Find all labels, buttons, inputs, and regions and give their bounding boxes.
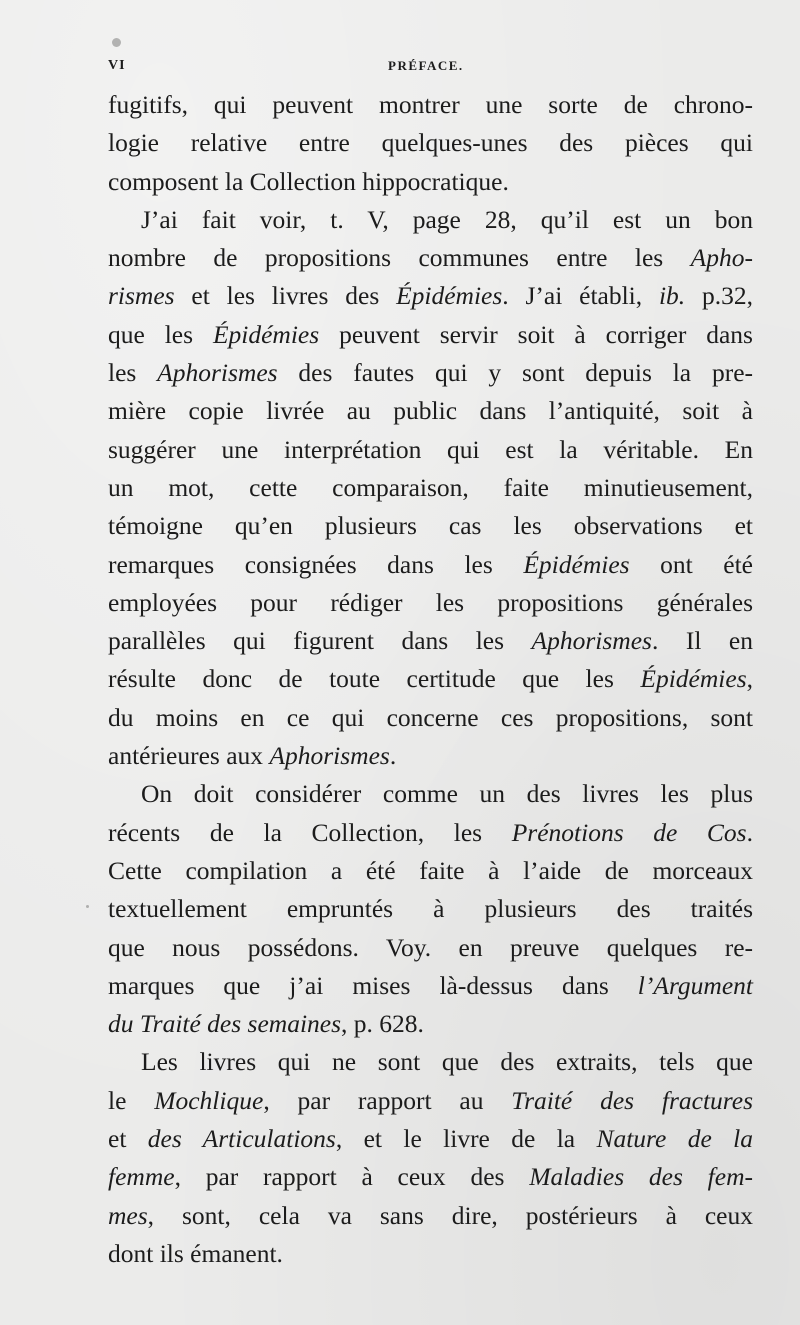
text-run: , sont, cela va sans dire, postérieurs à ceux — [147, 1200, 753, 1230]
italic-title: des Articulations — [147, 1124, 336, 1154]
text-line — [108, 1158, 753, 1196]
text-run: p.32, — [685, 281, 754, 311]
ink-speck — [112, 38, 121, 47]
text-run: un mot, cette comparaison, faite minutieusement, — [108, 472, 753, 502]
text-line — [108, 124, 753, 162]
text-run: le — [108, 1085, 155, 1115]
text-run: fugitifs, qui peuvent montrer une sorte de chrono- — [108, 90, 753, 119]
italic-title: Nature de la — [596, 1124, 754, 1154]
italic-title: rismes — [108, 281, 175, 311]
text-line — [108, 546, 753, 584]
text-line — [108, 1005, 753, 1043]
text-run: ont été — [629, 549, 753, 579]
text-run: que les — [108, 319, 213, 349]
text-run: les — [108, 358, 158, 388]
text-line — [108, 431, 753, 469]
text-run: parallèles qui figurent dans les — [108, 626, 532, 656]
text-run: On doit considérer comme un des livres les plus — [141, 779, 753, 809]
italic-title: Épidémies — [396, 281, 503, 311]
italic-title: Prénotions de Cos — [511, 817, 747, 847]
text-run: . Il en — [651, 626, 753, 656]
page-header — [108, 58, 752, 80]
italic-title: l’Argument — [637, 970, 753, 1000]
text-line — [108, 929, 753, 967]
text-run: . — [746, 817, 753, 847]
text-run: composent la Collection hippocratique. — [108, 166, 509, 196]
text-run: textuellement empruntés à plusieurs des traités — [108, 894, 753, 924]
text-line — [108, 163, 753, 201]
text-run: dont ils émanent. — [108, 1238, 283, 1268]
italic-title: Mochlique — [154, 1085, 264, 1115]
text-line — [108, 239, 753, 277]
italic-title: Apho- — [690, 243, 753, 273]
text-run: des fautes qui y sont depuis la pre- — [277, 358, 753, 388]
text-run: et les livres des — [174, 281, 397, 311]
italic-title: Épidémies — [640, 664, 747, 694]
text-line — [108, 277, 753, 315]
text-run: mière copie livrée au public dans l’antiquité, soit à — [108, 396, 753, 426]
text-line — [108, 699, 753, 737]
text-run: suggérer une interprétation qui est la véritable. En — [108, 434, 753, 464]
text-run: . — [389, 741, 397, 771]
italic-title: femme — [108, 1162, 175, 1192]
text-run: , et le livre de la — [335, 1124, 597, 1154]
italic-title: Aphorismes — [157, 358, 278, 388]
text-line — [108, 392, 753, 430]
text-line — [108, 1120, 753, 1158]
text-run: . J’ai établi, — [502, 281, 659, 311]
text-run: Cette compilation a été faite à l’aide de morceaux — [108, 855, 753, 885]
text-run: remarques consignées dans les — [108, 549, 524, 579]
text-run: J’ai fait voir, t. V, page 28, qu’il est un bon — [141, 204, 753, 234]
text-run: antérieures aux — [108, 741, 270, 771]
text-run: témoigne qu’en plusieurs cas les observations et — [108, 511, 753, 541]
text-line — [108, 852, 753, 890]
text-line — [108, 1235, 753, 1273]
text-line — [108, 622, 753, 660]
text-run: résulte donc de toute certitude que les — [108, 664, 641, 694]
italic-title: Traité des fractures — [511, 1085, 754, 1115]
text-run: Les livres qui ne sont que des extraits, tels que — [141, 1047, 753, 1077]
text-line — [108, 469, 753, 507]
text-run: , — [746, 664, 753, 694]
text-run: peuvent servir soit à corriger dans — [319, 319, 753, 349]
text-run: logie relative entre quelques-unes des pièces qui — [108, 128, 753, 158]
text-line — [108, 814, 753, 852]
text-run: employées pour rédiger les propositions générales — [108, 587, 753, 617]
italic-title: Aphorismes — [531, 626, 652, 656]
italic-title: Aphorismes — [269, 741, 390, 771]
text-run: nombre de propositions communes entre les — [108, 243, 691, 273]
italic-title: ib. — [658, 281, 686, 311]
text-run: , par rapport au — [263, 1085, 512, 1115]
text-line — [108, 775, 753, 813]
page-number: VI — [108, 58, 126, 73]
text-run: que nous possédons. Voy. en preuve quelques re- — [108, 932, 753, 962]
italic-title: du Traité des semaines — [108, 1009, 342, 1039]
text-line — [108, 507, 753, 545]
text-run: récents de la Collection, les — [108, 817, 512, 847]
text-run: et — [108, 1124, 148, 1154]
text-line — [108, 737, 753, 775]
text-run: , par rapport à ceux des — [174, 1162, 530, 1192]
italic-title: Maladies des fem- — [529, 1162, 753, 1192]
italic-title: Épidémies — [212, 319, 320, 349]
italic-title: Épidémies — [523, 549, 630, 579]
text-line — [108, 201, 753, 239]
text-line — [108, 660, 753, 698]
text-line — [108, 584, 753, 622]
text-run: marques que j’ai mises là-dessus dans — [108, 970, 638, 1000]
text-line — [108, 967, 753, 1005]
text-run: , p. 628. — [341, 1009, 424, 1039]
ink-speck — [86, 905, 89, 908]
text-line — [108, 890, 753, 928]
text-line — [108, 86, 753, 124]
italic-title: mes — [108, 1200, 148, 1230]
text-run: du moins en ce qui concerne ces propositions, sont — [108, 702, 753, 732]
text-line — [108, 316, 753, 354]
text-line — [108, 1197, 753, 1235]
running-title: PRÉFACE. — [388, 58, 464, 73]
text-line — [108, 354, 753, 392]
text-line — [108, 1082, 753, 1120]
text-line — [108, 1043, 753, 1081]
body-text — [108, 86, 753, 1273]
